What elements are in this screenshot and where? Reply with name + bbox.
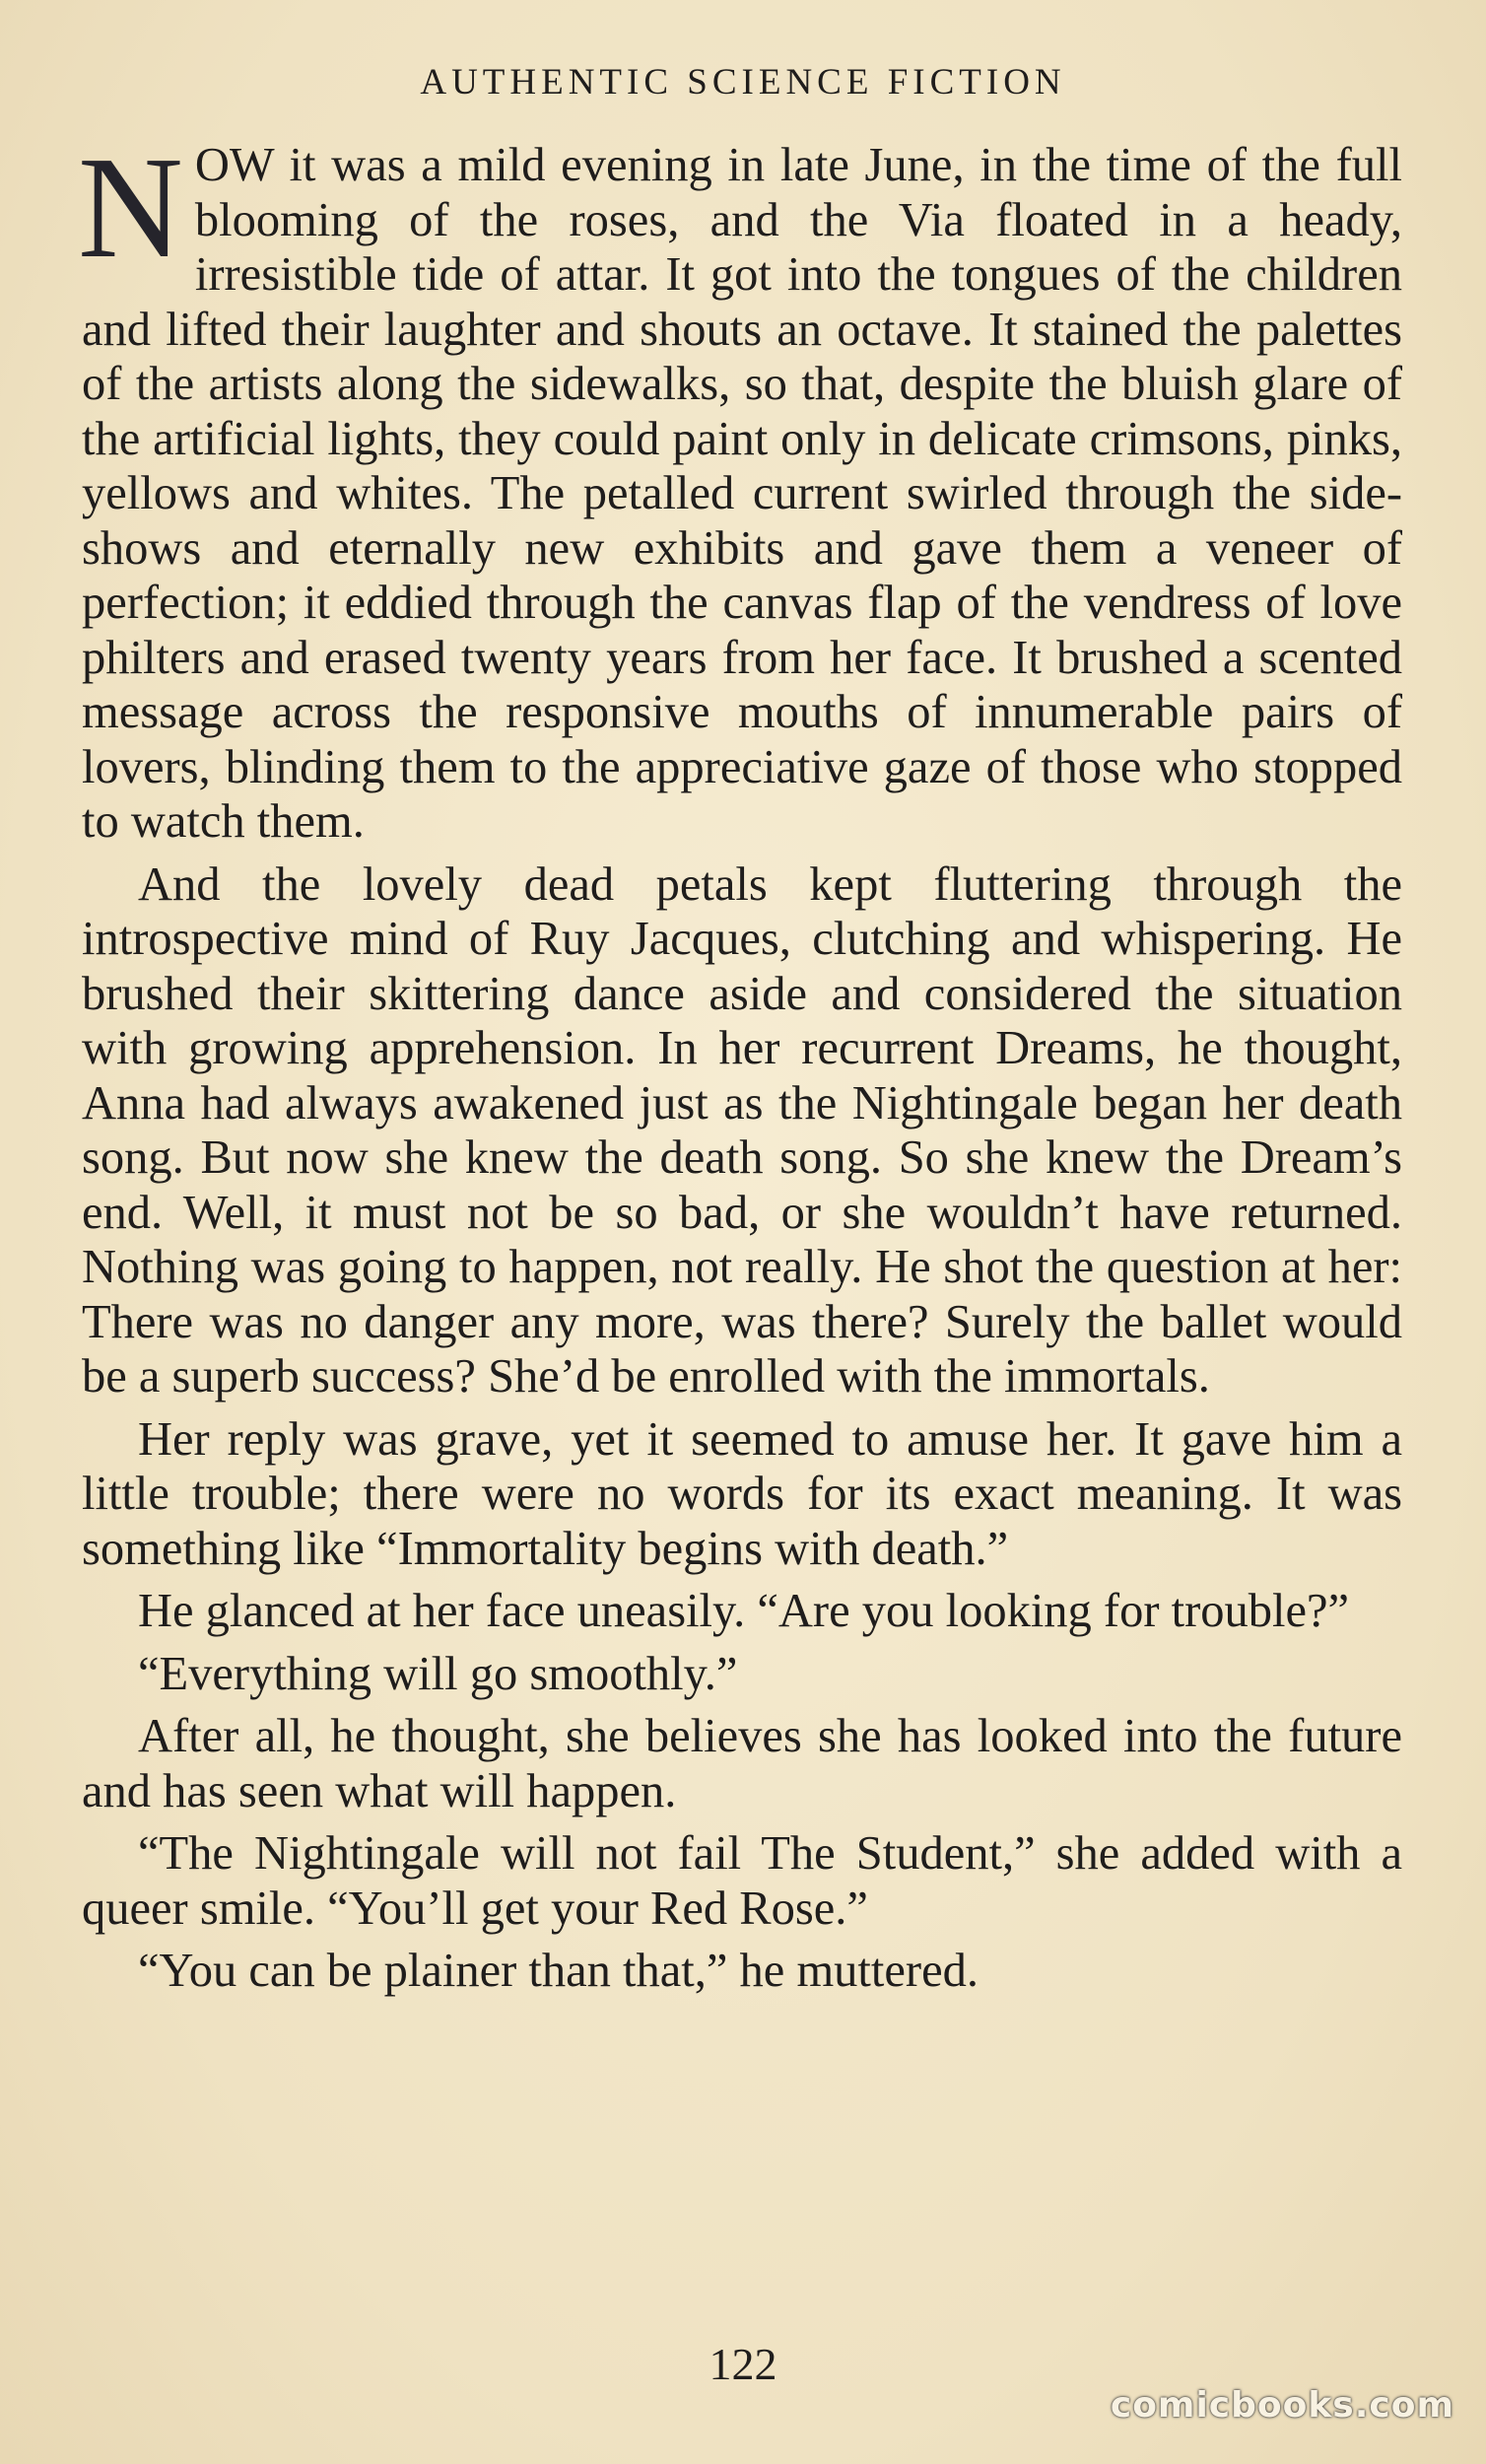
paragraph-text: OW it was a mild evening in late June, in the time of the full blooming of the roses, and the Via floated in a heady, irresistible tide of attar. It got into the tongues of the children and lifted their laughter and shouts an octave. It stained the palettes of the artists along the sidewalks, so that, despite the bluish glare of the artificial lights, they could paint only in delicate crimsons, pinks, yellows and whites. The petalled current swirled through the side-shows and eternally new exhibits and gave them a veneer of perfection; it eddied through the canvas flap of the vendress of love philters and erased twenty years from her face. It brushed a scented message across the responsive mouths of innumerable pairs of lovers, blinding them to the appreciative gaze of those who stopped to watch them.: [82, 139, 1402, 848]
body-text: [78, 127, 1402, 1999]
paragraph: Her reply was grave, yet it seemed to amuse her. It gave him a little trouble; there were no words for its exact meaning. It was something like “Immortality begins with death.”: [82, 1412, 1402, 1575]
paragraph: [78, 127, 1402, 850]
paragraph: “Everything will go smoothly.”: [138, 1647, 738, 1700]
page-number: 122: [709, 2339, 777, 2389]
paragraph: “The Nightingale will not fail The Student,” she added with a queer smile. “You’ll get your Red Rose.”: [82, 1827, 1402, 1935]
paragraph: “You can be plainer than that,” he muttered.: [138, 1945, 979, 1997]
paragraph: He glanced at her face uneasily. “Are you looking for trouble?”: [138, 1585, 1350, 1637]
source-watermark: comicbooks.com: [1110, 2385, 1454, 2426]
running-header: AUTHENTIC SCIENCE FICTION: [420, 62, 1066, 103]
paragraph: After all, he thought, she believes she has looked into the future and has seen what will happen.: [82, 1710, 1402, 1817]
paragraph: And the lovely dead petals kept fluttering through the introspective mind of Ruy Jacques, clutching and whispering. He brushed their skittering dance aside and considered the situation with growing apprehension. In her recurrent Dreams, he thought, Anna had always awakened just as the Nightingale began her death song. But now she knew the death song. So she knew the Dream’s end. Well, it must not be so bad, or she wouldn’t have returned. Nothing was going to happen, not really. He shot the question at her: There was no danger any more, was there? Surely the ballet would be a superb success? She’d be enrolled with the immortals.: [82, 857, 1402, 1403]
drop-cap: N: [78, 127, 183, 289]
